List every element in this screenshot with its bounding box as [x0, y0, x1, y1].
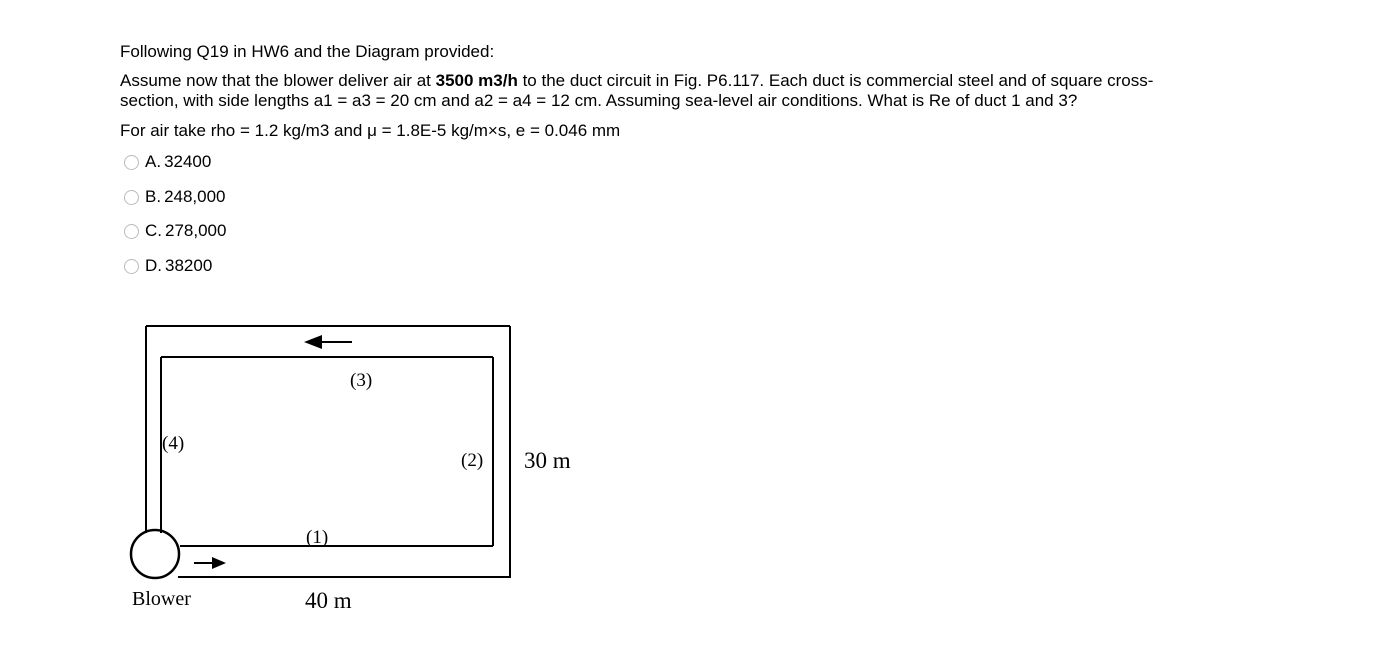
option-letter: B.: [145, 187, 162, 206]
duct-label-2: (2): [461, 450, 484, 471]
option-letter: C.: [145, 221, 162, 240]
question-line-2: section, with side lengths a1 = a3 = 20 cm and a2 = a4 = 12 cm. Assuming sea-level air conditions. What is Re of duct 1 and 3?: [120, 91, 1078, 110]
question-line-1-pre: Assume now that the blower deliver air at: [120, 71, 436, 90]
question-line-1-post: to the duct circuit in Fig. P6.117. Each duct is commercial steel and of square cross-: [517, 71, 1154, 90]
option-value: 38200: [165, 256, 213, 275]
blower-label: Blower: [132, 588, 191, 610]
flow-rate-value: 3500 m3/h: [435, 71, 518, 90]
option-value: 32400: [164, 152, 212, 171]
option-letter: D.: [145, 256, 162, 275]
duct-label-4: (4): [162, 433, 185, 454]
flow-arrow-bottom-head: [212, 557, 226, 569]
question-intro: Following Q19 in HW6 and the Diagram provided:: [120, 42, 495, 61]
flow-arrow-top-head: [304, 335, 322, 349]
option-letter: A.: [145, 152, 162, 171]
height-dimension-label: 30 m: [524, 448, 571, 473]
duct-label-3: (3): [350, 370, 373, 391]
blower-icon: [131, 530, 179, 578]
duct-label-1: (1): [306, 527, 329, 548]
width-dimension-label: 40 m: [305, 588, 352, 613]
air-properties: For air take rho = 1.2 kg/m3 and μ = 1.8E-5 kg/m×s, e = 0.046 mm: [120, 121, 621, 140]
option-value: 248,000: [164, 187, 226, 206]
option-value: 278,000: [165, 221, 227, 240]
